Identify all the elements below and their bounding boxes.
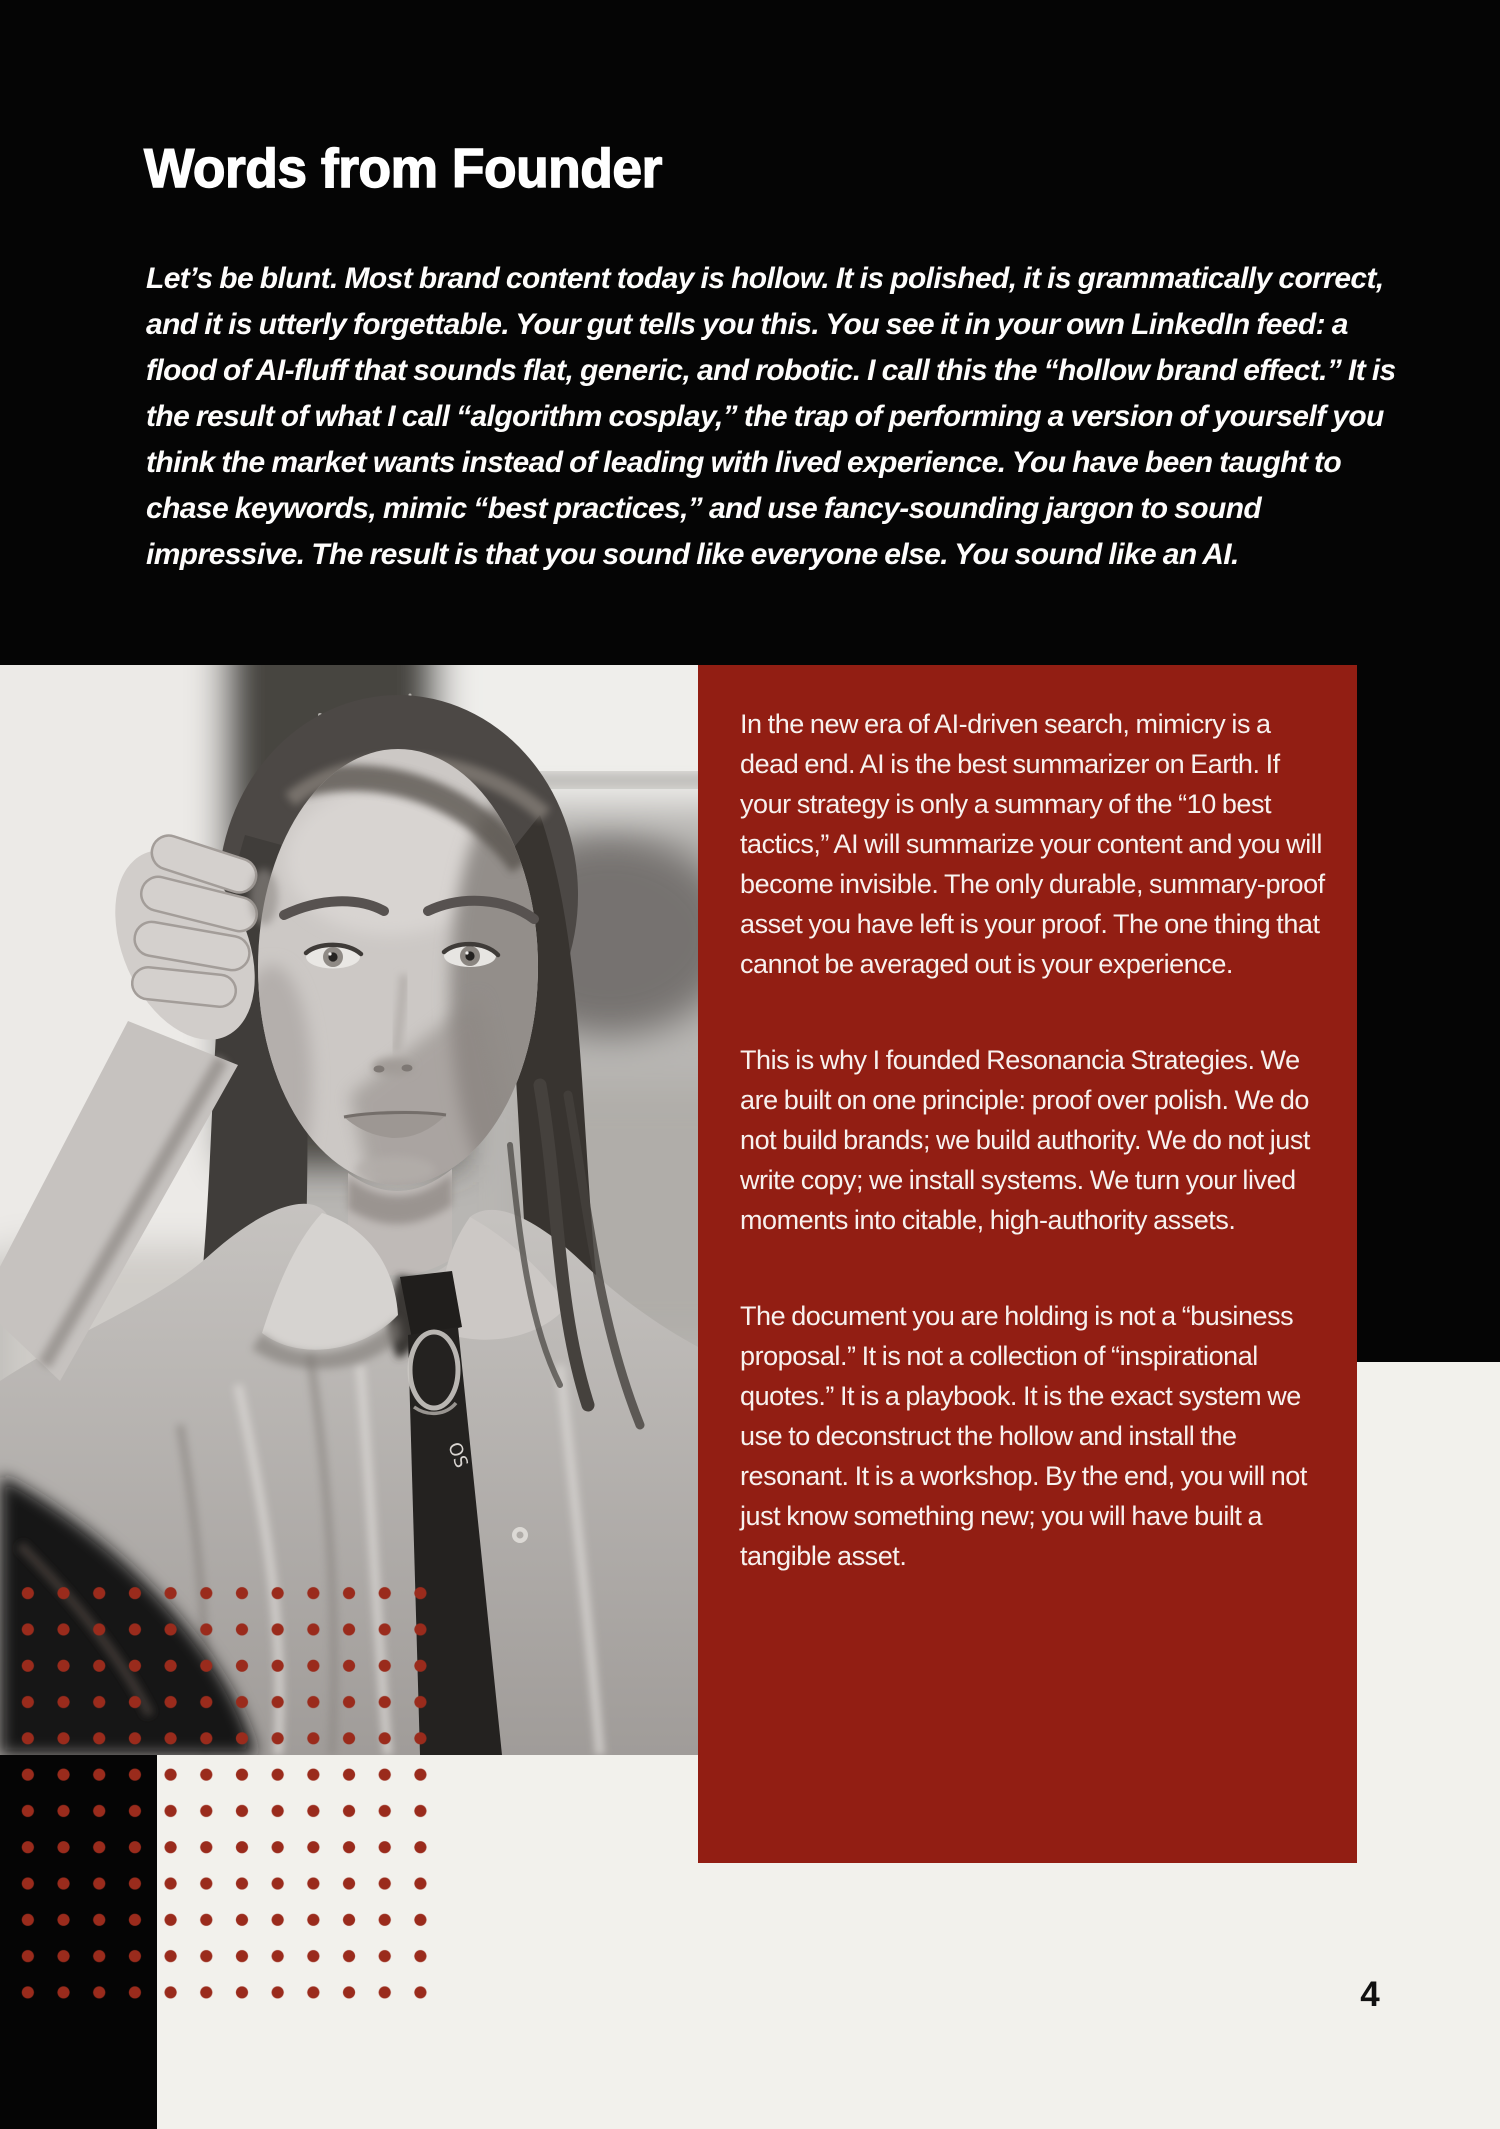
intro-paragraph: Let’s be blunt. Most brand content today is hollow. It is polished, it is grammatically correct, and it is utterly forgettable. Your gut tells you this. You see it in your own LinkedIn feed: a flood of AI-fluff that sounds flat, generic, and robotic. I call this the “hollow brand effect.” It is the result of what I call “algorithm cosplay,” the trap of performing a version of yourself you think the market wants instead of leading with lived experience. You have been taught to chase keywords, mimic “best practices,” and use fancy-sounding jargon to sound impressive. The result is that you sound like everyone else. You sound like an AI. <box>146 262 1396 571</box>
founder-statement-panel <box>698 665 1357 1863</box>
dot-pattern <box>10 1575 440 2012</box>
tie-monogram: OS <box>443 1439 472 1471</box>
statement-paragraph-3: The document you are holding is not a “business proposal.” It is not a collection of “inspirational quotes.” It is a playbook. It is the exact system we use to deconstruct the hollow and install the resonant. It is a workshop. By the end, you will not just know something new; you will have built a tangible asset. <box>740 1301 1307 1571</box>
statement-paragraph-2: This is why I founded Resonancia Strategies. We are built on one principle: proof over polish. We do not build brands; we build authority. We do not just write copy; we install systems. We turn your lived moments into citable, high-authority assets. <box>740 1045 1310 1235</box>
page-title: Words from Founder <box>144 137 662 199</box>
page-number: 4 <box>1360 1975 1380 2014</box>
statement-paragraph-1: In the new era of AI-driven search, mimicry is a dead end. AI is the best summarizer on Earth. If your strategy is only a summary of the “10 best tactics,” AI will summarize your content and you will become invisible. The only durable, summary-proof asset you have left is your proof. The one thing that cannot be averaged out is your experience. <box>740 709 1325 979</box>
